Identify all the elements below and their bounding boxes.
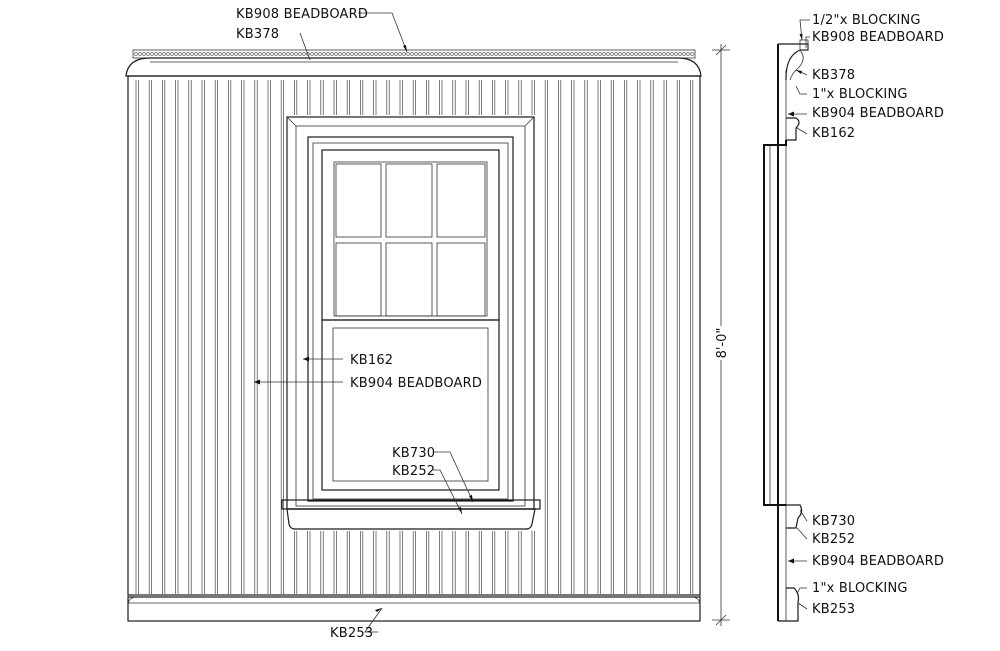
beadboard-bead: [531, 53, 534, 56]
beadboard-bead: [443, 53, 446, 56]
beadboard-bead: [207, 53, 210, 56]
upper-sash-panes: [336, 164, 485, 316]
beadboard-bead: [447, 53, 450, 56]
beadboard-bead: [551, 53, 554, 56]
beadboard-bead: [655, 53, 658, 56]
beadboard-bead: [159, 53, 162, 56]
beadboard-bead: [687, 53, 690, 56]
beadboard-bead: [563, 53, 566, 56]
beadboard-bead: [631, 53, 634, 56]
beadboard-bead: [251, 53, 254, 56]
beadboard-bead: [407, 53, 410, 56]
beadboard-bead: [299, 53, 302, 56]
upper-sash: [322, 150, 499, 320]
beadboard-bead: [607, 53, 610, 56]
beadboard-bead: [519, 53, 522, 56]
beadboard-bead: [403, 53, 406, 56]
label-section-kb904-beadboard-top: KB904 BEADBOARD: [812, 106, 945, 121]
beadboard-bead: [691, 53, 694, 56]
beadboard-bead: [483, 53, 486, 56]
beadboard-bead: [635, 53, 638, 56]
wall-panel: [128, 76, 700, 595]
label-half-blocking: 1/2"x BLOCKING: [812, 13, 921, 28]
beadboard-bead: [163, 53, 166, 56]
beadboard-bead: [431, 53, 434, 56]
beadboard-bead: [383, 53, 386, 56]
beadboard-bead: [395, 53, 398, 56]
beadboard-bead: [643, 53, 646, 56]
beadboard-bead: [331, 53, 334, 56]
beadboard-bead: [311, 53, 314, 56]
beadboard-bead: [543, 53, 546, 56]
beadboard-bead: [215, 53, 218, 56]
beadboard-bead: [195, 53, 198, 56]
beadboard-bead: [235, 53, 238, 56]
beadboard-bead: [479, 53, 482, 56]
beadboard-bead: [579, 53, 582, 56]
beadboard-bead: [255, 53, 258, 56]
beadboard-bead: [387, 53, 390, 56]
beadboard-bead: [603, 53, 606, 56]
beadboard-bead: [439, 53, 442, 56]
beadboard-bead: [583, 53, 586, 56]
beadboard-bead: [675, 53, 678, 56]
base-molding: [128, 597, 700, 621]
label-section-kb253: KB253: [812, 602, 856, 617]
beadboard-bead: [219, 53, 222, 56]
beadboard-bead: [263, 53, 266, 56]
beadboard-bead: [167, 53, 170, 56]
beadboard-bead: [571, 53, 574, 56]
label-kb253: KB253: [330, 626, 374, 641]
beadboard-bead: [271, 53, 274, 56]
beadboard-bead: [375, 53, 378, 56]
label-kb730: KB730: [392, 446, 436, 461]
beadboard-bead: [323, 53, 326, 56]
beadboard-bead: [679, 53, 682, 56]
beadboard-bead: [227, 53, 230, 56]
section-window-jamb: [764, 140, 786, 505]
beadboard-bead: [267, 53, 270, 56]
beadboard-bead: [503, 53, 506, 56]
beadboard-bead: [351, 53, 354, 56]
beadboard-bead: [283, 53, 286, 56]
beadboard-bead: [619, 53, 622, 56]
beadboard-bead: [315, 53, 318, 56]
wall-elevation: [126, 50, 701, 621]
beadboard-bead: [547, 53, 550, 56]
beadboard-bead: [399, 53, 402, 56]
beadboard-bead: [475, 53, 478, 56]
beadboard-bead: [247, 53, 250, 56]
beadboard-bead: [319, 53, 322, 56]
beadboard-bead: [183, 53, 186, 56]
label-section-kb162: KB162: [812, 126, 856, 141]
beadboard-bead: [291, 53, 294, 56]
section-crown: [778, 44, 808, 80]
dimension-8-0: 8'-0": [715, 327, 730, 359]
beadboard-bead: [339, 53, 342, 56]
beadboard-bead: [275, 53, 278, 56]
beadboard-bead: [615, 53, 618, 56]
beadboard-bead: [179, 53, 182, 56]
beadboard-bead: [347, 53, 350, 56]
beadboard-bead: [135, 53, 138, 56]
beadboard-bead: [599, 53, 602, 56]
beadboard-bead: [663, 53, 666, 56]
beadboard-bead: [359, 53, 362, 56]
beadboard-bead: [507, 53, 510, 56]
beadboard-bead: [199, 53, 202, 56]
beadboard-bead: [671, 53, 674, 56]
beadboard-bead: [355, 53, 358, 56]
beadboard-bead: [175, 53, 178, 56]
beadboard-bead: [667, 53, 670, 56]
beadboard-bead: [451, 53, 454, 56]
label-one-blocking-bottom: 1"x BLOCKING: [812, 581, 908, 596]
section-sill: [786, 505, 802, 528]
beadboard-bead: [171, 53, 174, 56]
label-section-kb908-beadboard: KB908 BEADBOARD: [812, 30, 945, 45]
beadboard-bead: [471, 53, 474, 56]
beadboard-bead: [151, 53, 154, 56]
label-section-kb904-beadboard-bottom: KB904 BEADBOARD: [812, 554, 945, 569]
beadboard-bead: [539, 53, 542, 56]
top-beadboard-beads: [135, 53, 694, 56]
beadboard-bead: [211, 53, 214, 56]
beadboard-bead: [391, 53, 394, 56]
label-kb378: KB378: [236, 27, 280, 42]
beadboard-bead: [139, 53, 142, 56]
beadboard-bead: [239, 53, 242, 56]
beadboard-bead: [367, 53, 370, 56]
beadboard-bead: [419, 53, 422, 56]
beadboard-bead: [143, 53, 146, 56]
beadboard-bead: [415, 53, 418, 56]
beadboard-bead: [295, 53, 298, 56]
beadboard-bead: [623, 53, 626, 56]
beadboard-bead: [523, 53, 526, 56]
beadboard-bead: [627, 53, 630, 56]
beadboard-bead: [155, 53, 158, 56]
label-kb252: KB252: [392, 464, 436, 479]
beadboard-bead: [499, 53, 502, 56]
beadboard-bead: [567, 53, 570, 56]
beadboard-bead: [191, 53, 194, 56]
beadboard-bead: [379, 53, 382, 56]
beadboard-bead: [231, 53, 234, 56]
beadboard-bead: [651, 53, 654, 56]
beadboard-bead: [187, 53, 190, 56]
beadboard-bead: [491, 53, 494, 56]
beadboard-bead: [223, 53, 226, 56]
crown-molding: [126, 58, 701, 76]
beadboard-bead: [575, 53, 578, 56]
beadboard-bead: [287, 53, 290, 56]
beadboard-bead: [659, 53, 662, 56]
beadboard-bead: [591, 53, 594, 56]
beadboard-bead: [535, 53, 538, 56]
beadboard-bead: [683, 53, 686, 56]
beadboard-bead: [303, 53, 306, 56]
beadboard-bead: [487, 53, 490, 56]
beadboard-bead: [459, 53, 462, 56]
beadboard-grooves: [136, 80, 693, 594]
label-section-kb730: KB730: [812, 514, 856, 529]
beadboard-bead: [203, 53, 206, 56]
beadboard-bead: [527, 53, 530, 56]
beadboard-bead: [435, 53, 438, 56]
beadboard-bead: [259, 53, 262, 56]
beadboard-bead: [423, 53, 426, 56]
wall-section: [764, 40, 808, 621]
beadboard-bead: [511, 53, 514, 56]
beadboard-bead: [495, 53, 498, 56]
beadboard-bead: [411, 53, 414, 56]
label-kb162: KB162: [350, 353, 394, 368]
beadboard-bead: [611, 53, 614, 56]
beadboard-bead: [467, 53, 470, 56]
section-leaders: [788, 20, 810, 609]
beadboard-bead: [343, 53, 346, 56]
beadboard-bead: [363, 53, 366, 56]
beadboard-bead: [595, 53, 598, 56]
beadboard-bead: [555, 53, 558, 56]
section-base: [778, 588, 799, 621]
beadboard-bead: [515, 53, 518, 56]
label-section-kb252: KB252: [812, 532, 856, 547]
beadboard-bead: [587, 53, 590, 56]
beadboard-bead: [327, 53, 330, 56]
beadboard-bead: [371, 53, 374, 56]
height-dimension: [712, 44, 730, 626]
label-kb908-beadboard: KB908 BEADBOARD: [236, 7, 369, 22]
label-one-blocking-top: 1"x BLOCKING: [812, 87, 908, 102]
beadboard-bead: [335, 53, 338, 56]
beadboard-bead: [463, 53, 466, 56]
beadboard-bead: [639, 53, 642, 56]
beadboard-bead: [427, 53, 430, 56]
beadboard-bead: [147, 53, 150, 56]
beadboard-bead: [243, 53, 246, 56]
label-section-kb378: KB378: [812, 68, 856, 83]
window-apron: [287, 509, 535, 529]
beadboard-bead: [647, 53, 650, 56]
label-kb904-beadboard: KB904 BEADBOARD: [350, 376, 483, 391]
section-upper-casing: [786, 118, 799, 140]
beadboard-bead: [279, 53, 282, 56]
beadboard-bead: [455, 53, 458, 56]
beadboard-bead: [559, 53, 562, 56]
